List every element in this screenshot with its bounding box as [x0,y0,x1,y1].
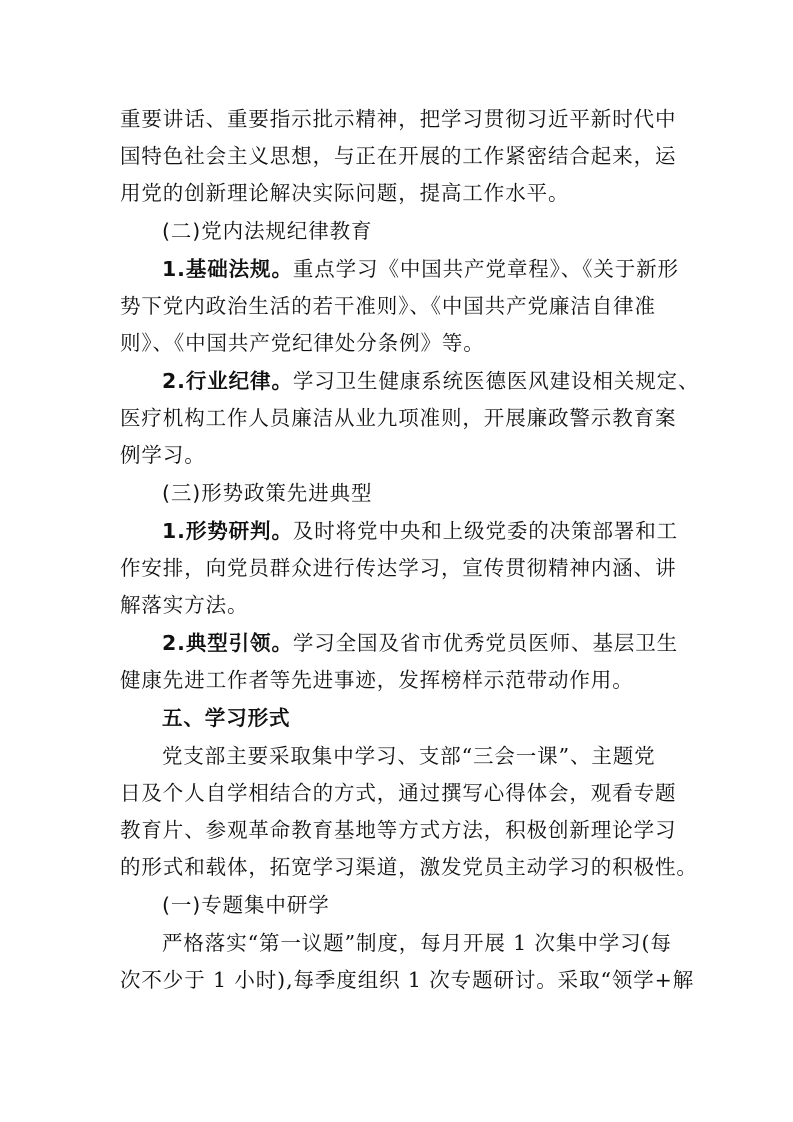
paragraph-line: 用党的创新理论解决实际问题，提高工作水平。 [120,181,570,205]
paragraph-line: 次不少于 1 小时),每季度组织 1 次专题研讨。采取“领学+解 [120,968,695,992]
paragraph-line: 解落实方法。 [120,593,249,617]
item-title: 2.典型引领。 [162,631,293,655]
section-heading: (三)形势政策先进典型 [162,481,373,505]
item-title: 2.行业纪律。 [162,369,293,393]
paragraph-line: 党支部主要采取集中学习、支部“三会一课”、主题党 [162,744,656,768]
item-text: 及时将党中央和上级党委的决策部署和工 [292,519,679,543]
item-text: 重点学习《中国共产党章程》、《关于新形 [292,257,679,281]
section-heading: (二)党内法规纪律教育 [162,219,373,243]
paragraph-line: 作安排，向党员群众进行传达学习，宣传贯彻精神内涵、讲 [120,556,677,580]
paragraph-line: 严格落实“第一议题”制度，每月开展 1 次集中学习(每 [162,931,672,955]
paragraph-line: 重要讲话、重要指示批示精神，把学习贯彻习近平新时代中 [120,107,677,131]
section-heading: (一)专题集中研学 [162,893,330,917]
item-title: 1.形势研判。 [162,519,293,543]
paragraph-line [162,362,722,400]
paragraph-line: 医疗机构工作人员廉洁从业九项准则，开展廉政警示教育案 [120,406,677,430]
paragraph-line: 健康先进工作者等先进事迹，发挥榜样示范带动作用。 [120,668,634,692]
paragraph-line: 势下党内政治生活的若干准则》、《中国共产党廉洁自律准 [120,294,656,318]
paragraph-line [162,512,722,550]
item-text: 学习全国及省市优秀党员医师、基层卫生 [292,631,679,655]
item-title: 1.基础法规。 [162,257,293,281]
paragraph-line: 的形式和载体，拓宽学习渠道，激发党员主动学习的积极性。 [120,855,698,879]
item-text: 学习卫生健康系统医德医风建设相关规定、 [292,369,700,393]
paragraph-line: 例学习。 [120,443,206,467]
chapter-heading: 五、学习形式 [162,706,291,730]
paragraph-line: 教育片、参观革命教育基地等方式方法，积极创新理论学习 [120,818,677,842]
paragraph-line: 日及个人自学相结合的方式，通过撰写心得体会，观看专题 [120,781,677,805]
paragraph-line: 则》、《中国共产党纪律处分条例》等。 [120,331,485,355]
paragraph-line [162,250,722,288]
paragraph-line [162,624,722,662]
paragraph-line: 国特色社会主义思想，与正在开展的工作紧密结合起来，运 [120,144,677,168]
